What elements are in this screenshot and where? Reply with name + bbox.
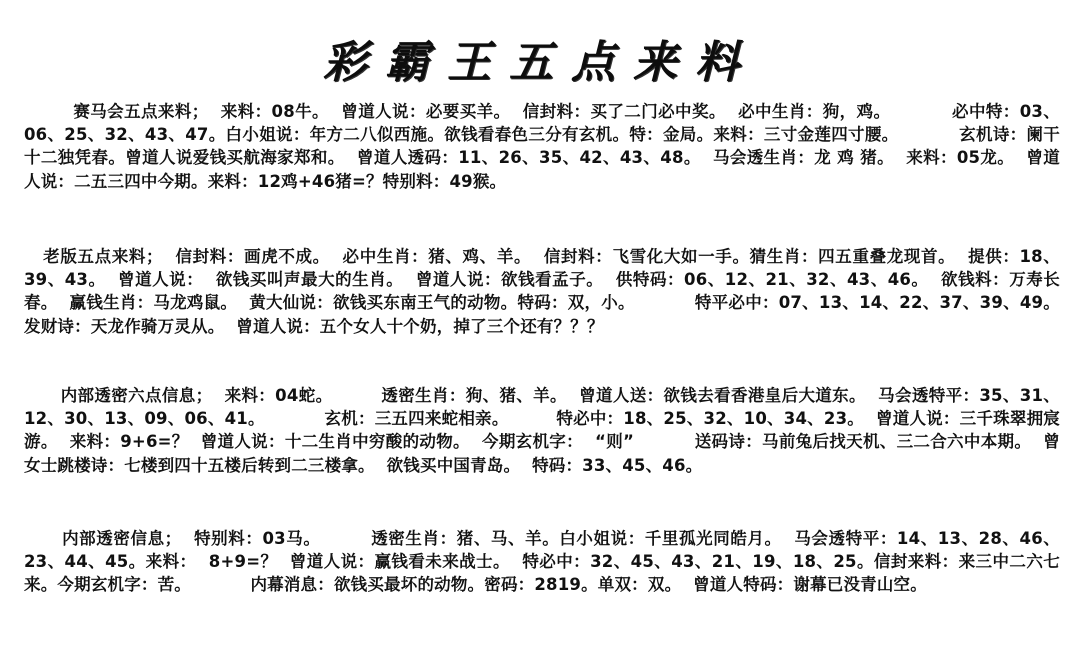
section-insider-info: 内部透密信息； 特别料：03马。 透密生肖：猪、马、羊。白小姐说：千里孤光同皓月。 马会透特平：14、13、28、46、23、44、45。来料： 8+9=？ 曾道人说：赢钱看未来战士。 特必中：32、45、43、21、19、18、25。信封来料：来三中二六七来。今期玄机字：苦。 内幕消息：欲钱买最坏的动物。密码：2819。单双：双。 曾道人特码：谢幕已没青山空。 xyxy=(24,529,1060,595)
page-title: 彩霸王五点来料 xyxy=(323,37,757,88)
section-saimahui-five-point: 赛马会五点来料； 来料：08牛。 曾道人说：必要买羊。 信封料：买了二门必中奖。 必中生肖：狗，鸡。 必中特：03、06、25、32、43、47。白小姐说：年方二八似西施。欲钱看春色三分有玄机。特：金局。来料：三寸金莲四寸腰。 玄机诗：阑干十二独凭春。曾道人说爱钱买航海家郑和。 曾道人透码：11、26、35、42、43、48。 马会透生肖：龙 鸡 猪。 来料：05龙。 曾道人说：二五三四中今期。来料：12鸡+46猪=？特别料：49猴。 xyxy=(24,102,1060,191)
section-insider-six-point: 内部透密六点信息； 来料：04蛇。 透密生肖：狗、猪、羊。 曾道人送：欲钱去看香港皇后大道东。 马会透特平：35、31、12、30、13、09、06、41。 玄机：三五四来蛇相亲。 特必中：18、25、32、10、34、23。 曾道人说：三千珠翠拥宸游。 来料：9+6=？ 曾道人说：十二生肖中穷酸的动物。 今期玄机字： “则” 送码诗：马前兔后找天机、三二合六中本期。 曾女士跳楼诗：七楼到四十五楼后转到二三楼拿。 欲钱买中国青岛。 特码：33、45、46。 xyxy=(24,386,1060,475)
section-old-version-five-point: 老版五点来料； 信封料：画虎不成。 必中生肖：猪、鸡、羊。 信封料：飞雪化大如一手。猜生肖：四五重叠龙现首。 提供：18、39、43。 曾道人说： 欲钱买叫声最大的生肖。 曾道人说：欲钱看孟子。 供特码：06、12、21、32、43、46。 欲钱料：万寿长春。 赢钱生肖：马龙鸡鼠。 黄大仙说：欲钱买东南王气的动物。特码：双，小。 特平必中：07、13、14、22、37、39、49。 发财诗：天龙作骑万灵从。 曾道人说：五个女人十个奶，掉了三个还有？？？ xyxy=(24,247,1072,336)
